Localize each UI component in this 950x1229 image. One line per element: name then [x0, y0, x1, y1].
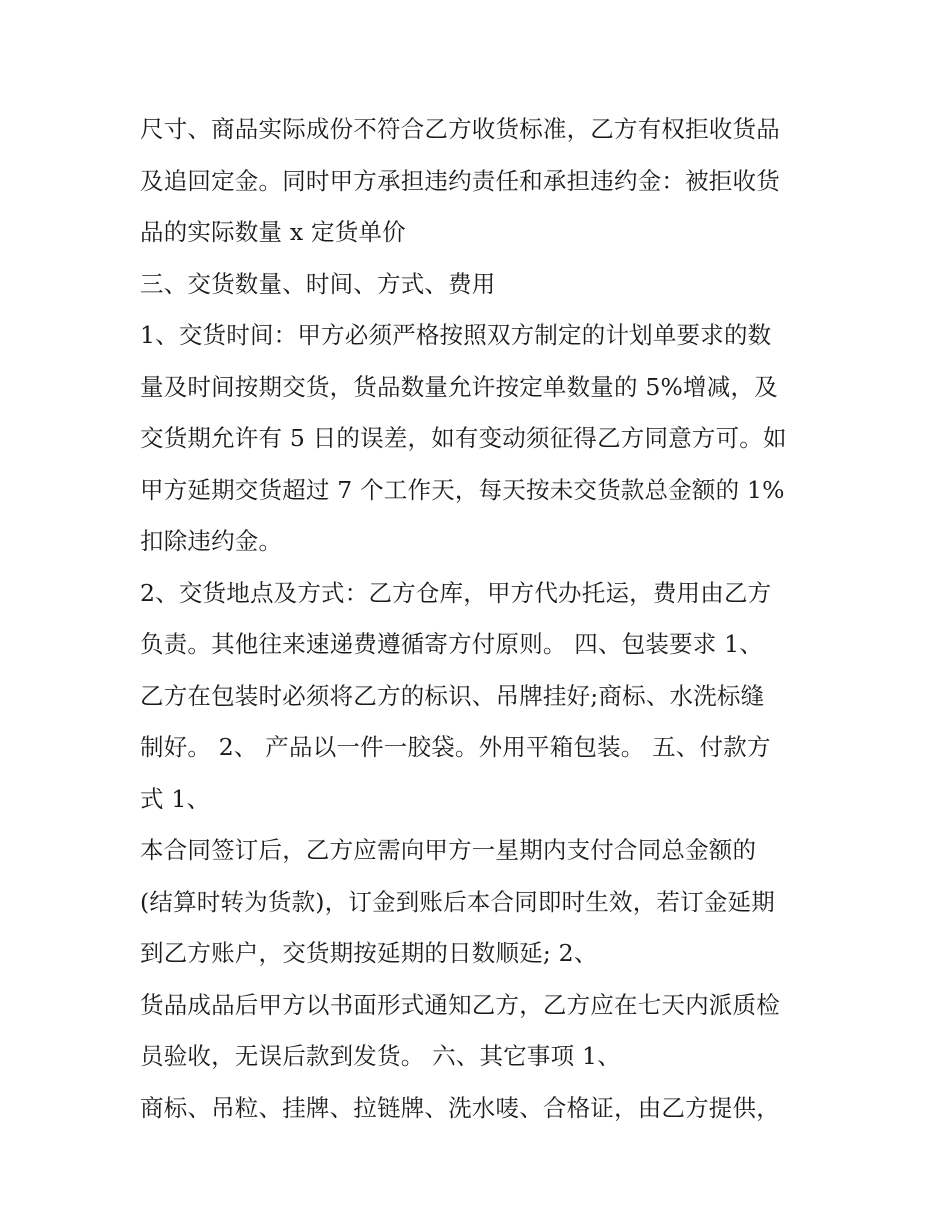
text-line: 品的实际数量 x 定货单价: [140, 218, 406, 246]
text-line: 货品成品后甲方以书面形式通知乙方，乙方应在七天内派质检: [140, 990, 780, 1019]
text-line: 量及时间按期交货，货品数量允许按定单数量的 5%增减，及: [140, 372, 778, 401]
text-line: 甲方延期交货超过 7 个工作天，每天按未交货款总金额的 1%: [140, 475, 785, 504]
text-line: 负责。其他往来速递费遵循寄方付原则。 四、包装要求 1、: [140, 630, 763, 658]
text-line: 本合同签订后，乙方应需向甲方一星期内支付合同总金额的: [140, 836, 757, 864]
section-heading: 三、交货数量、时间、方式、费用: [140, 269, 496, 298]
text-line: 2、交货地点及方式：乙方仓库，甲方代办托运，费用由乙方: [140, 578, 772, 607]
text-line: 到乙方账户，交货期按延期的日数顺延; 2、: [140, 939, 598, 967]
text-line: 及追回定金。同时甲方承担违约责任和承担违约金：被拒收货: [140, 166, 780, 195]
contract-text-body: [140, 104, 830, 1134]
text-line: 尺寸、商品实际成份不符合乙方收货标准，乙方有权拒收货品: [140, 115, 780, 143]
text-line: (结算时转为货款)，订金到账后本合同即时生效，若订金延期: [140, 887, 775, 916]
text-line: 员验收，无误后款到发货。 六、其它事项 1、: [140, 1042, 621, 1070]
text-line: 式 1、: [140, 784, 211, 813]
text-line: 乙方在包装时必须将乙方的标识、吊牌挂好;商标、水洗标缝: [140, 681, 765, 710]
text-line: 交货期允许有 5 日的误差，如有变动须征得乙方同意方可。如: [140, 424, 787, 452]
text-line: 1、交货时间：甲方必须严格按照双方制定的计划单要求的数: [140, 321, 772, 349]
text-line: 扣除违约金。: [140, 527, 283, 555]
text-line: 商标、吊粒、挂牌、拉链牌、洗水唛、合格证，由乙方提供，: [140, 1093, 780, 1122]
text-line: 制好。 2、 产品以一件一胶袋。外用平箱包装。 五、付款方: [140, 733, 771, 761]
